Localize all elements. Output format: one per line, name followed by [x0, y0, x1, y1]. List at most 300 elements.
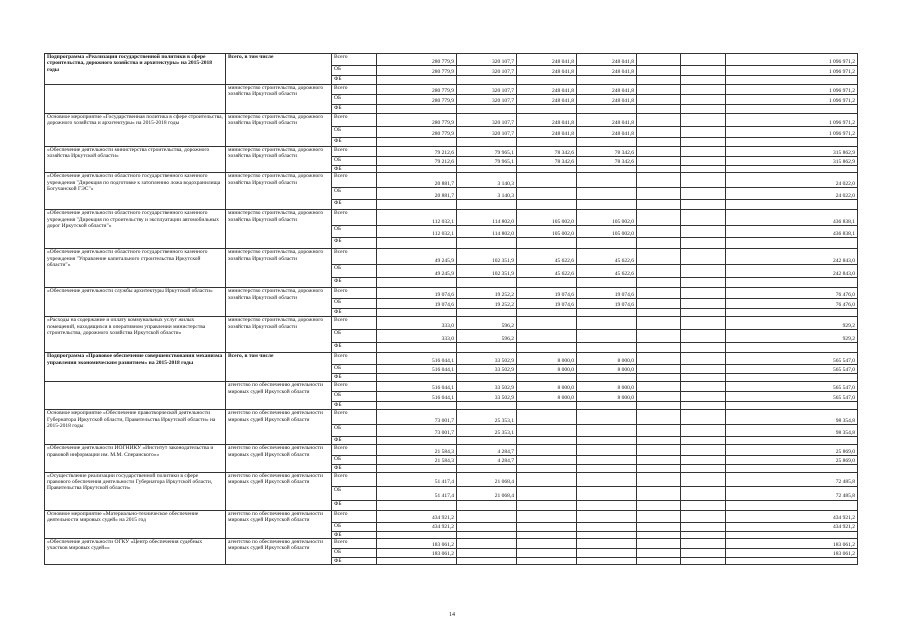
amount-total: 436 838,1 [726, 210, 858, 226]
empty-cell [681, 309, 726, 317]
empty-cell [681, 157, 726, 166]
empty-cell [681, 343, 726, 353]
amount-y2017 [517, 238, 577, 249]
funding-source: Всего [332, 147, 377, 157]
funding-source: Всего [332, 173, 377, 188]
empty-cell [637, 114, 681, 127]
funding-source: Всего [332, 382, 377, 392]
amount-y2016 [457, 531, 517, 538]
amount-total: 72 485,8 [726, 472, 858, 486]
empty-cell [681, 166, 726, 173]
empty-cell [637, 288, 681, 299]
funding-source: Всего [332, 54, 377, 66]
amount-y2017 [517, 425, 577, 437]
empty-cell [637, 392, 681, 402]
empty-cell [637, 548, 681, 557]
funding-source: Всего [332, 353, 377, 365]
amount-y2017: 105 002,0 [517, 210, 577, 226]
funding-source: Всего [332, 317, 377, 330]
amount-y2015: 79 212,6 [377, 147, 457, 157]
amount-y2015 [377, 402, 457, 410]
funding-source: ФБ [332, 343, 377, 353]
amount-y2018 [577, 278, 637, 288]
empty-cell [637, 85, 681, 95]
amount-total [726, 343, 858, 353]
measure-name: Основное мероприятие «Материально-техническое обеспечение деятельности мировых судей» на 2015 год [45, 510, 226, 538]
amount-total: 76 476,0 [726, 299, 858, 309]
empty-cell [681, 226, 726, 238]
amount-y2015 [377, 437, 457, 445]
amount-total [726, 465, 858, 472]
empty-cell [637, 188, 681, 200]
table-body [45, 54, 858, 565]
funding-source: ФБ [332, 76, 377, 85]
amount-total [726, 557, 858, 564]
amount-total [726, 166, 858, 173]
funding-source: Всего [332, 472, 377, 486]
empty-cell [681, 472, 726, 486]
empty-cell [681, 114, 726, 127]
amount-y2017 [517, 173, 577, 188]
amount-y2015: 516 044,1 [377, 382, 457, 392]
amount-y2015: 19 074,6 [377, 288, 457, 299]
amount-y2018: 248 041,8 [577, 66, 637, 76]
empty-cell [681, 353, 726, 365]
amount-y2017 [517, 317, 577, 330]
amount-y2017 [517, 500, 577, 510]
empty-cell [637, 299, 681, 309]
empty-cell [637, 425, 681, 437]
empty-cell [637, 472, 681, 486]
amount-y2018 [577, 425, 637, 437]
measure-name: «Обеспечение деятельности областного государственного казенного учреждения "Дирекция по подготовке к затоплению ложа водохранилища Богучанской ГЭС"» [45, 173, 226, 210]
amount-y2017 [517, 557, 577, 564]
amount-y2015 [377, 557, 457, 564]
funding-source: ОБ [332, 522, 377, 531]
funding-source: ФБ [332, 437, 377, 445]
measure-name [45, 85, 226, 114]
table-row [45, 510, 858, 522]
amount-y2018 [577, 309, 637, 317]
amount-total: 242 843,0 [726, 265, 858, 278]
amount-y2018 [577, 343, 637, 353]
measure-name: «Расходы на содержание и оплату коммунальных услуг жилых помещений, находящихся в оперативном управлении министерства строительства, дорожного хозяйства Иркутской области» [45, 317, 226, 353]
amount-y2018: 78 342,6 [577, 147, 637, 157]
amount-y2018 [577, 445, 637, 456]
amount-y2016: 114 802,0 [457, 210, 517, 226]
empty-cell [637, 265, 681, 278]
amount-y2016 [457, 200, 517, 210]
amount-total: 1 096 971,2 [726, 66, 858, 76]
page-number: 14 [449, 612, 455, 618]
funding-source: ФБ [332, 402, 377, 410]
amount-y2018 [577, 465, 637, 472]
empty-cell [681, 210, 726, 226]
amount-y2015: 19 074,6 [377, 299, 457, 309]
amount-y2018 [577, 200, 637, 210]
funding-source: Всего [332, 288, 377, 299]
amount-total: 24 022,0 [726, 173, 858, 188]
amount-y2018 [577, 522, 637, 531]
amount-y2018 [577, 173, 637, 188]
amount-total: 25 869,0 [726, 445, 858, 456]
amount-y2015: 112 032,1 [377, 226, 457, 238]
empty-cell [637, 343, 681, 353]
amount-y2018 [577, 374, 637, 382]
amount-y2016 [457, 166, 517, 173]
funding-source: Всего [332, 510, 377, 522]
empty-cell [681, 173, 726, 188]
empty-cell [681, 465, 726, 472]
empty-cell [637, 173, 681, 188]
amount-total: 565 547,0 [726, 353, 858, 365]
empty-cell [681, 456, 726, 465]
amount-y2018: 8 000,0 [577, 353, 637, 365]
amount-y2016: 3 140,3 [457, 173, 517, 188]
amount-y2018 [577, 500, 637, 510]
amount-y2017 [517, 437, 577, 445]
measure-name: Подпрограмма «Реализация государственной политики в сфере строительства, дорожного хозяйства и архитектуры» на 2015-2018 годы [45, 54, 226, 85]
funding-source: Всего [332, 538, 377, 548]
funding-source: ОБ [332, 157, 377, 166]
amount-y2016 [457, 402, 517, 410]
amount-y2017: 8 000,0 [517, 392, 577, 402]
empty-cell [637, 353, 681, 365]
empty-cell [681, 138, 726, 147]
amount-y2016 [457, 138, 517, 147]
amount-y2018 [577, 188, 637, 200]
amount-y2016: 33 502,9 [457, 392, 517, 402]
executor: агентство по обеспечению деятельности мировых судей Иркутской области [226, 472, 332, 510]
empty-cell [681, 66, 726, 76]
amount-total: 24 022,0 [726, 188, 858, 200]
amount-y2017: 248 041,8 [517, 114, 577, 127]
amount-y2015 [377, 374, 457, 382]
empty-cell [681, 538, 726, 548]
executor: министерство строительства, дорожного хозяйства Иркутской области [226, 317, 332, 353]
executor: министерство строительства, дорожного хозяйства Иркутской области [226, 85, 332, 114]
funding-source: ОБ [332, 226, 377, 238]
measure-name: Основное мероприятие «Обеспечение правотворческой деятельности Губернатора Иркутской области, Правительства Иркутской области» на 2015-2018 годы [45, 410, 226, 445]
amount-y2016 [457, 105, 517, 114]
amount-y2015: 21 584,3 [377, 445, 457, 456]
empty-cell [681, 392, 726, 402]
amount-y2016 [457, 465, 517, 472]
empty-cell [681, 147, 726, 157]
empty-cell [681, 95, 726, 105]
table-row [45, 445, 858, 456]
amount-y2015 [377, 465, 457, 472]
executor: Всего, в том числе [226, 353, 332, 382]
measure-name: «Обеспечение деятельности областного государственного казенного учреждения "Управление капитального строительства Иркутской области"» [45, 249, 226, 288]
amount-y2016: 320 107,7 [457, 85, 517, 95]
empty-cell [637, 166, 681, 173]
empty-cell [637, 522, 681, 531]
amount-total: 98 354,8 [726, 425, 858, 437]
amount-y2016: 4 284,7 [457, 445, 517, 456]
empty-cell [681, 510, 726, 522]
amount-y2018: 105 002,0 [577, 210, 637, 226]
amount-y2015 [377, 531, 457, 538]
executor: агентство по обеспечению деятельности мировых судей Иркутской области [226, 510, 332, 538]
amount-y2018: 105 002,0 [577, 226, 637, 238]
amount-y2016: 3 140,3 [457, 188, 517, 200]
amount-total: 565 547,0 [726, 382, 858, 392]
empty-cell [637, 445, 681, 456]
amount-total: 434 921,2 [726, 510, 858, 522]
amount-y2015: 51 417,4 [377, 486, 457, 500]
amount-y2016: 4 284,7 [457, 456, 517, 465]
empty-cell [681, 410, 726, 425]
amount-y2017 [517, 188, 577, 200]
amount-y2017 [517, 105, 577, 114]
amount-total: 183 061,2 [726, 548, 858, 557]
amount-y2015: 434 921,2 [377, 522, 457, 531]
empty-cell [637, 105, 681, 114]
amount-y2018: 8 000,0 [577, 392, 637, 402]
empty-cell [637, 249, 681, 265]
amount-y2015: 20 881,7 [377, 188, 457, 200]
amount-y2017 [517, 486, 577, 500]
amount-total [726, 531, 858, 538]
empty-cell [681, 288, 726, 299]
amount-y2017: 105 002,0 [517, 226, 577, 238]
empty-cell [637, 127, 681, 138]
amount-total: 1 096 971,2 [726, 114, 858, 127]
amount-y2016: 596,2 [457, 317, 517, 330]
amount-total: 315 862,9 [726, 147, 858, 157]
amount-total: 929,2 [726, 317, 858, 330]
amount-y2015 [377, 138, 457, 147]
amount-y2016: 102 351,9 [457, 249, 517, 265]
empty-cell [681, 127, 726, 138]
amount-y2017 [517, 538, 577, 548]
funding-source: ФБ [332, 278, 377, 288]
amount-y2017 [517, 76, 577, 85]
funding-source: ОБ [332, 365, 377, 374]
executor: министерство строительства, дорожного хозяйства Иркутской области [226, 173, 332, 210]
table-row [45, 210, 858, 226]
amount-total [726, 309, 858, 317]
table-row [45, 173, 858, 188]
funding-source: ФБ [332, 531, 377, 538]
amount-y2015: 49 245,9 [377, 265, 457, 278]
amount-y2016: 320 107,7 [457, 114, 517, 127]
amount-y2017 [517, 309, 577, 317]
empty-cell [637, 557, 681, 564]
empty-cell [637, 238, 681, 249]
amount-y2018 [577, 531, 637, 538]
table-row [45, 353, 858, 365]
funding-source: ФБ [332, 500, 377, 510]
amount-y2015: 333,0 [377, 317, 457, 330]
funding-source: Всего [332, 210, 377, 226]
funding-source: ФБ [332, 105, 377, 114]
funding-source: ФБ [332, 465, 377, 472]
amount-y2016: 33 502,9 [457, 382, 517, 392]
empty-cell [681, 105, 726, 114]
amount-y2016: 102 351,9 [457, 265, 517, 278]
executor: министерство строительства, дорожного хозяйства Иркутской области [226, 114, 332, 147]
table-row [45, 114, 858, 127]
amount-total [726, 278, 858, 288]
amount-y2018 [577, 76, 637, 85]
amount-y2015: 280 779,9 [377, 95, 457, 105]
amount-total [726, 76, 858, 85]
amount-y2017: 248 041,8 [517, 127, 577, 138]
amount-y2015: 280 779,9 [377, 85, 457, 95]
funding-source: ФБ [332, 166, 377, 173]
measure-name: «Обеспечение деятельности областного государственного казенного учреждения "Дирекция по строительству и эксплуатации автомобильных дорог Иркутской области"» [45, 210, 226, 249]
executor: агентство по обеспечению деятельности мировых судей Иркутской области [226, 410, 332, 445]
amount-y2018: 248 041,8 [577, 54, 637, 66]
empty-cell [681, 486, 726, 500]
amount-y2018: 45 622,6 [577, 265, 637, 278]
amount-y2016: 320 107,7 [457, 127, 517, 138]
amount-y2018 [577, 402, 637, 410]
measure-name: «Обеспечение деятельности службы архитектуры Иркутской области» [45, 288, 226, 317]
amount-total [726, 138, 858, 147]
amount-y2018: 248 041,8 [577, 127, 637, 138]
funding-source: ФБ [332, 309, 377, 317]
table-row [45, 249, 858, 265]
amount-y2018 [577, 557, 637, 564]
amount-y2015: 280 779,9 [377, 66, 457, 76]
amount-y2017: 19 074,6 [517, 288, 577, 299]
measure-name: «Обеспечение деятельности ОГКУ «Центр обеспечения судебных участков мировых судей»» [45, 538, 226, 564]
empty-cell [681, 425, 726, 437]
empty-cell [681, 365, 726, 374]
table-row [45, 147, 858, 157]
empty-cell [637, 437, 681, 445]
amount-y2016: 25 353,1 [457, 410, 517, 425]
amount-y2015: 516 044,1 [377, 353, 457, 365]
amount-y2017 [517, 374, 577, 382]
executor: Всего, в том числе [226, 54, 332, 85]
funding-source: ОБ [332, 330, 377, 343]
funding-source: ФБ [332, 200, 377, 210]
empty-cell [637, 76, 681, 85]
funding-source: ФБ [332, 138, 377, 147]
amount-y2016 [457, 538, 517, 548]
funding-source: ОБ [332, 486, 377, 500]
empty-cell [637, 95, 681, 105]
empty-cell [637, 402, 681, 410]
amount-total [726, 402, 858, 410]
amount-y2018 [577, 166, 637, 173]
amount-y2015: 73 001,7 [377, 425, 457, 437]
amount-y2017 [517, 402, 577, 410]
funding-source: ОБ [332, 392, 377, 402]
amount-total: 436 838,1 [726, 226, 858, 238]
empty-cell [637, 500, 681, 510]
amount-y2017 [517, 445, 577, 456]
amount-y2016: 320 107,7 [457, 95, 517, 105]
empty-cell [637, 157, 681, 166]
funding-source: ОБ [332, 127, 377, 138]
amount-y2015: 20 881,7 [377, 173, 457, 188]
amount-y2016 [457, 557, 517, 564]
amount-total: 565 547,0 [726, 392, 858, 402]
amount-total: 1 096 971,2 [726, 95, 858, 105]
amount-y2016: 19 252,2 [457, 299, 517, 309]
amount-y2015 [377, 278, 457, 288]
amount-y2016: 25 353,1 [457, 425, 517, 437]
amount-y2018 [577, 472, 637, 486]
executor: министерство строительства, дорожного хозяйства Иркутской области [226, 288, 332, 317]
amount-y2015 [377, 105, 457, 114]
amount-y2018 [577, 538, 637, 548]
amount-y2015 [377, 343, 457, 353]
amount-y2015: 112 032,1 [377, 210, 457, 226]
amount-y2015: 434 921,2 [377, 510, 457, 522]
amount-y2018: 78 342,6 [577, 157, 637, 166]
table-row [45, 317, 858, 330]
executor: министерство строительства, дорожного хозяйства Иркутской области [226, 147, 332, 173]
amount-y2017 [517, 510, 577, 522]
amount-y2017 [517, 278, 577, 288]
amount-y2017: 45 622,6 [517, 249, 577, 265]
amount-y2015 [377, 309, 457, 317]
amount-y2016: 33 502,9 [457, 365, 517, 374]
table-row [45, 85, 858, 95]
amount-y2017 [517, 456, 577, 465]
empty-cell [681, 238, 726, 249]
amount-total: 183 061,2 [726, 538, 858, 548]
empty-cell [637, 138, 681, 147]
empty-cell [637, 200, 681, 210]
amount-y2017 [517, 465, 577, 472]
amount-y2015: 516 044,1 [377, 365, 457, 374]
amount-y2016 [457, 343, 517, 353]
table-row [45, 410, 858, 425]
amount-y2018 [577, 238, 637, 249]
amount-y2018 [577, 105, 637, 114]
amount-y2017: 19 074,6 [517, 299, 577, 309]
amount-y2016 [457, 510, 517, 522]
empty-cell [681, 437, 726, 445]
amount-y2015 [377, 76, 457, 85]
amount-y2015: 49 245,9 [377, 249, 457, 265]
amount-y2017 [517, 548, 577, 557]
amount-total: 98 354,8 [726, 410, 858, 425]
amount-y2015: 280 779,9 [377, 54, 457, 66]
amount-y2017 [517, 531, 577, 538]
amount-y2017: 8 000,0 [517, 382, 577, 392]
amount-y2018: 8 000,0 [577, 382, 637, 392]
empty-cell [681, 76, 726, 85]
amount-y2016: 21 068,4 [457, 486, 517, 500]
empty-cell [681, 531, 726, 538]
funding-source: ФБ [332, 557, 377, 564]
amount-y2018: 8 000,0 [577, 365, 637, 374]
amount-y2017 [517, 330, 577, 343]
amount-total: 565 547,0 [726, 365, 858, 374]
executor: агентство по обеспечению деятельности мировых судей Иркутской области [226, 382, 332, 410]
funding-source: Всего [332, 85, 377, 95]
amount-y2016: 79 965,1 [457, 157, 517, 166]
table-row [45, 538, 858, 548]
amount-y2018 [577, 330, 637, 343]
amount-y2016: 320 107,7 [457, 54, 517, 66]
funding-source: ОБ [332, 66, 377, 76]
empty-cell [681, 54, 726, 66]
empty-cell [637, 226, 681, 238]
amount-y2018 [577, 138, 637, 147]
empty-cell [681, 299, 726, 309]
empty-cell [681, 278, 726, 288]
funding-source: ОБ [332, 265, 377, 278]
